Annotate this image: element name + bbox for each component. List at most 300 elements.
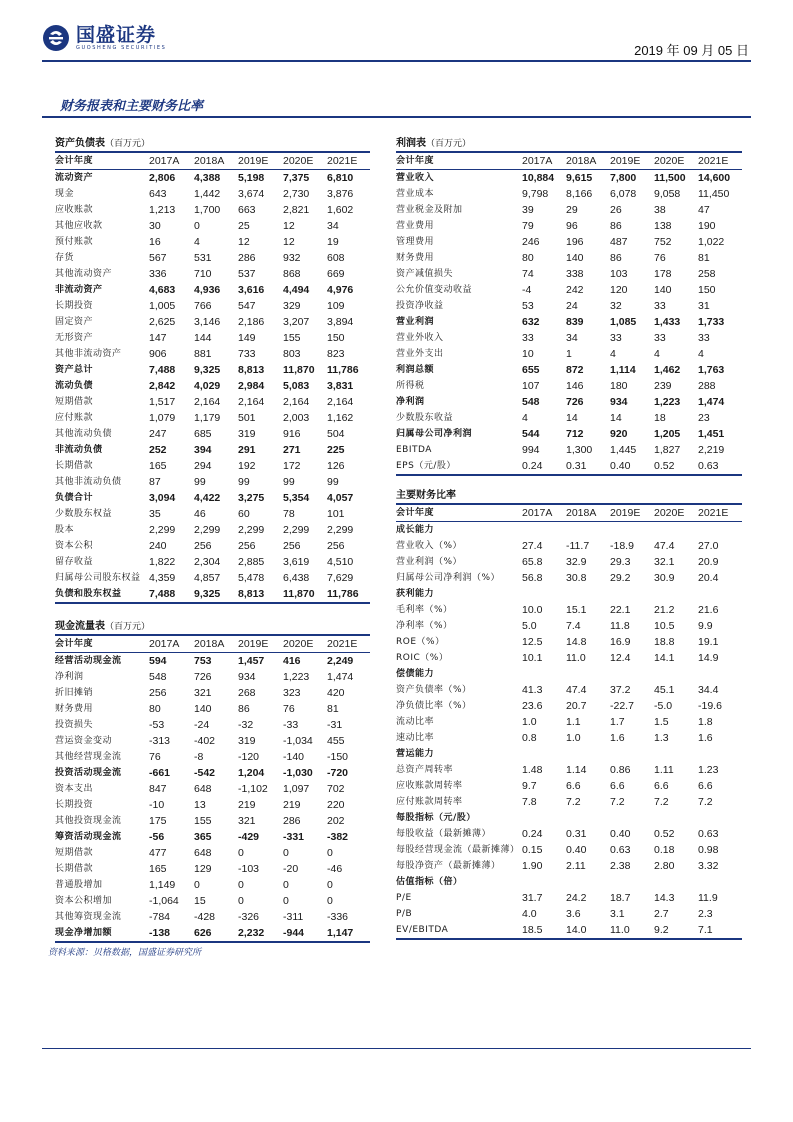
cell-value <box>566 586 610 602</box>
cell-value: 53 <box>522 300 534 312</box>
cell-value: 32.9 <box>566 556 587 568</box>
header-year: 2020E <box>283 153 327 170</box>
table-row <box>55 202 370 218</box>
header-year: 2017A <box>149 636 194 653</box>
table-row <box>55 282 370 298</box>
table-row <box>55 490 370 506</box>
table-row <box>55 701 370 717</box>
cell-value: 252 <box>149 444 167 456</box>
cell-value: 10.0 <box>522 604 543 616</box>
ratios-grid <box>396 505 742 940</box>
cell-value: 1,223 <box>654 396 681 408</box>
cell-value: 752 <box>654 236 672 248</box>
row-label: 营业外收入 <box>396 333 444 343</box>
cell-value: 0 <box>327 895 333 907</box>
cell-value: 11.9 <box>698 892 718 904</box>
table-unit: （百万元） <box>105 622 151 632</box>
cell-value: 31.7 <box>522 892 543 904</box>
cell-value: 79 <box>522 220 534 232</box>
cell-value: 712 <box>566 428 584 440</box>
cell-value: 31 <box>698 300 710 312</box>
cell-value: 1,223 <box>283 671 310 683</box>
cell-value: 6.6 <box>610 780 625 792</box>
cell-value: 4,510 <box>327 556 354 568</box>
row-label: 归属母公司净利润 <box>396 429 473 439</box>
row-label: 资产负债率（%） <box>396 685 472 695</box>
row-label: 净负债比率（%） <box>396 701 472 711</box>
header-year: 2020E <box>283 636 327 653</box>
cell-value: 29.2 <box>610 572 631 584</box>
cell-value: -103 <box>238 863 260 875</box>
cell-value: 35 <box>149 508 161 520</box>
row-label: 短期借款 <box>55 397 94 407</box>
cell-value <box>566 874 610 890</box>
cell-value: 1,162 <box>327 412 354 424</box>
cell-value: 906 <box>149 348 167 360</box>
report-date: 2019 年 09 月 05 日 <box>634 43 749 58</box>
cell-value: 1,442 <box>194 188 221 200</box>
cell-value: 10.5 <box>654 620 675 632</box>
row-label: 每股指标（元/股） <box>396 813 476 823</box>
table-row <box>396 314 742 330</box>
cell-value: 33 <box>522 332 534 344</box>
cell-value: 0.8 <box>522 732 537 744</box>
header-year: 2020E <box>654 505 698 522</box>
cell-value: 101 <box>327 508 345 520</box>
cell-value: 14 <box>610 412 622 424</box>
data-source-note: 资料来源：贝格数据，国盛证券研究所 <box>48 948 202 958</box>
cell-value: 319 <box>238 428 256 440</box>
cell-value: 2,625 <box>149 316 176 328</box>
cell-value: 420 <box>327 687 345 699</box>
table-row <box>55 845 370 861</box>
cell-value: 663 <box>238 204 256 216</box>
cell-value: 1,763 <box>698 364 725 376</box>
row-label: EV/EBITDA <box>396 922 522 939</box>
cell-value: 477 <box>149 847 167 859</box>
cell-value: 710 <box>194 268 212 280</box>
cell-value: 12 <box>283 220 295 232</box>
cell-value: 11,870 <box>283 586 327 603</box>
financial-ratios-table <box>396 489 742 940</box>
table-row <box>396 602 742 618</box>
cell-value: 3,207 <box>283 316 310 328</box>
cell-value: 2,984 <box>238 380 265 392</box>
cell-value: 150 <box>698 284 716 296</box>
row-label: 其他应收款 <box>55 221 103 231</box>
cell-value: 4 <box>194 236 200 248</box>
row-label: 长期借款 <box>55 461 94 471</box>
cell-value: 18.5 <box>522 922 566 939</box>
cell-value: 247 <box>149 428 167 440</box>
cell-value <box>522 666 566 682</box>
cell-value: 868 <box>283 268 301 280</box>
cell-value: -138 <box>149 925 194 942</box>
row-label: 普通股增加 <box>55 880 103 890</box>
cell-value: 0.40 <box>566 844 587 856</box>
cell-value: 33 <box>654 332 666 344</box>
cell-value: 5,478 <box>238 572 265 584</box>
row-label: 其他非流动资产 <box>55 349 122 359</box>
cell-value: 56.8 <box>522 572 543 584</box>
cell-value: 0.63 <box>610 844 631 856</box>
row-label: 少数股东权益 <box>55 509 113 519</box>
cell-value: 81 <box>327 703 339 715</box>
cell-value: 202 <box>327 815 345 827</box>
cell-value: 0 <box>238 879 244 891</box>
cell-value: -32 <box>238 719 254 731</box>
cell-value: 0.40 <box>610 458 654 475</box>
cell-value: -56 <box>149 831 165 843</box>
table-row <box>55 458 370 474</box>
table-row <box>55 781 370 797</box>
cell-value: 103 <box>610 268 628 280</box>
table-title-text: 资产负债表 <box>55 138 105 149</box>
cell-value <box>698 874 742 890</box>
cell-value: -19.6 <box>698 700 722 712</box>
table-row <box>396 250 742 266</box>
table-row <box>55 186 370 202</box>
cell-value: 2,806 <box>149 172 176 184</box>
cell-value: 920 <box>610 428 628 440</box>
row-label: 流动资产 <box>55 173 94 183</box>
table-row <box>396 394 742 410</box>
cell-value: 544 <box>522 428 540 440</box>
cell-value: 20.4 <box>698 572 719 584</box>
cell-value: 2,164 <box>194 396 221 408</box>
row-label: 估值指标（倍） <box>396 877 463 887</box>
cell-value: 726 <box>566 396 584 408</box>
table-title-text: 现金流量表 <box>55 621 105 632</box>
cell-value: 286 <box>283 815 301 827</box>
cell-value: 10.1 <box>522 652 543 664</box>
section-title: 财务报表和主要财务比率 <box>60 99 204 114</box>
header-year: 2019E <box>238 153 283 170</box>
table-row <box>55 394 370 410</box>
cell-value: 0 <box>327 847 333 859</box>
cell-value: 3.1 <box>610 908 625 920</box>
cell-value: 256 <box>327 540 345 552</box>
cell-value: 0 <box>194 879 200 891</box>
cell-value: 365 <box>194 831 212 843</box>
row-label: 资本支出 <box>55 784 94 794</box>
cell-value: 1,022 <box>698 236 725 248</box>
cell-value: 0.86 <box>610 764 631 776</box>
cell-value: 146 <box>566 380 584 392</box>
cell-value: 3.32 <box>698 860 719 872</box>
cell-value: 501 <box>238 412 256 424</box>
header-year: 2018A <box>566 505 610 522</box>
header-label: 会计年度 <box>55 636 149 653</box>
cell-value: 258 <box>698 268 716 280</box>
cell-value: 1.48 <box>522 764 543 776</box>
row-label: 资产减值损失 <box>396 269 454 279</box>
header-label: 会计年度 <box>55 153 149 170</box>
cell-value: 86 <box>238 703 250 715</box>
cell-value: 2,299 <box>149 524 176 536</box>
row-label: 负债合计 <box>55 493 94 503</box>
cell-value <box>610 874 654 890</box>
table-row <box>396 842 742 858</box>
cell-value: 7.2 <box>566 796 581 808</box>
table-row <box>396 570 742 586</box>
cell-value: 10 <box>522 348 534 360</box>
row-label: 少数股东收益 <box>396 413 454 423</box>
header-year: 2017A <box>522 505 566 522</box>
cell-value: 632 <box>522 316 540 328</box>
cell-value: 4,359 <box>149 572 176 584</box>
cell-value: -140 <box>283 751 305 763</box>
cell-value: 4,422 <box>194 492 221 504</box>
cell-value: -336 <box>327 911 349 923</box>
cell-value: 994 <box>522 444 540 456</box>
row-label: EBITDA <box>396 445 432 455</box>
row-label: 财务费用 <box>396 253 435 263</box>
table-row <box>55 765 370 781</box>
cell-value: 7,488 <box>149 586 194 603</box>
row-label: 投资损失 <box>55 720 94 730</box>
table-row <box>55 877 370 893</box>
table-row <box>396 458 742 475</box>
cell-value: 256 <box>283 540 301 552</box>
row-label: 经营活动现金流 <box>55 656 122 666</box>
cell-value: 99 <box>283 476 295 488</box>
cell-value: 1.14 <box>566 764 587 776</box>
cell-value: 0.31 <box>566 828 587 840</box>
cell-value: 0.24 <box>522 828 543 840</box>
cell-value: 685 <box>194 428 212 440</box>
cell-value: 5,083 <box>283 380 310 392</box>
table-row <box>396 858 742 874</box>
cell-value: 13 <box>194 799 206 811</box>
cell-value: 9.9 <box>698 620 713 632</box>
cell-value: 120 <box>610 284 628 296</box>
table-row <box>55 314 370 330</box>
row-label: 利润总额 <box>396 365 435 375</box>
cell-value: 239 <box>654 380 672 392</box>
cell-value: 0.63 <box>698 458 742 475</box>
cell-value: 1,733 <box>698 316 725 328</box>
cell-value: 12.4 <box>610 652 631 664</box>
table-title-text: 主要财务比率 <box>396 490 456 501</box>
cell-value <box>610 746 654 762</box>
table-row <box>396 746 742 762</box>
row-label: 留存收益 <box>55 557 94 567</box>
row-label: 营业利润（%） <box>396 557 463 567</box>
table-row <box>55 218 370 234</box>
cell-value: 34 <box>566 332 578 344</box>
table-row <box>55 797 370 813</box>
cell-value: 178 <box>654 268 672 280</box>
table-row <box>55 330 370 346</box>
cell-value: 14.9 <box>698 652 719 664</box>
cell-value: 7.2 <box>654 796 669 808</box>
cell-value: 165 <box>149 460 167 472</box>
cell-value <box>566 746 610 762</box>
cell-value: -784 <box>149 911 171 923</box>
cell-value: -1,064 <box>149 895 179 907</box>
cell-value: 107 <box>522 380 540 392</box>
cell-value: 0 <box>327 879 333 891</box>
cell-value: 76 <box>149 751 161 763</box>
row-label: 营运能力 <box>396 749 435 759</box>
cell-value: 2,249 <box>327 655 354 667</box>
cell-value: 12.5 <box>522 636 543 648</box>
cell-value: 144 <box>194 332 212 344</box>
cell-value: 29 <box>566 204 578 216</box>
row-label: 净利润 <box>396 397 425 407</box>
cell-value: 0.31 <box>566 458 610 475</box>
row-label: 营业税金及附加 <box>396 205 463 215</box>
cell-value: 4,683 <box>149 284 176 296</box>
cell-value: 246 <box>522 236 540 248</box>
cell-value: 76 <box>654 252 666 264</box>
row-label: 营业利润 <box>396 317 435 327</box>
cell-value: 78 <box>283 508 295 520</box>
table-row <box>396 362 742 378</box>
cell-value: -1,102 <box>238 783 268 795</box>
table-row <box>55 538 370 554</box>
cell-value: 0 <box>238 895 244 907</box>
cashflow-title <box>55 620 370 636</box>
table-header-row <box>396 505 742 522</box>
cell-value <box>610 522 654 539</box>
cell-value: 2.80 <box>654 860 675 872</box>
cell-value: 155 <box>283 332 301 344</box>
cell-value: 33 <box>610 332 622 344</box>
cell-value: 2,299 <box>327 524 354 536</box>
balance-title <box>55 137 370 153</box>
cell-value: 872 <box>566 364 584 376</box>
cell-value: 18 <box>654 412 666 424</box>
cell-value: 23 <box>698 412 710 424</box>
cell-value: 7,375 <box>283 172 310 184</box>
cell-value: 12 <box>238 236 250 248</box>
cell-value: 4,976 <box>327 284 354 296</box>
cell-value: 2,003 <box>283 412 310 424</box>
cell-value: 4,057 <box>327 492 354 504</box>
cell-value: 0.24 <box>522 458 566 475</box>
cell-value: 733 <box>238 348 256 360</box>
cell-value: -720 <box>327 767 349 779</box>
table-row <box>396 330 742 346</box>
cell-value: 336 <box>149 268 167 280</box>
logo-subtitle: GUOSHENG SECURITIES <box>76 44 167 51</box>
row-label: 流动负债 <box>55 381 94 391</box>
table-row <box>396 794 742 810</box>
row-label: 总资产周转率 <box>396 765 454 775</box>
cell-value: 24 <box>566 300 578 312</box>
balance-sheet-table <box>55 137 370 604</box>
cell-value: 1,822 <box>149 556 176 568</box>
cell-value: 129 <box>194 863 212 875</box>
row-label: 其他投资现金流 <box>55 816 122 826</box>
cell-value <box>698 746 742 762</box>
row-label: 现金 <box>55 189 75 199</box>
table-row <box>55 925 370 942</box>
cell-value: 6.6 <box>566 780 581 792</box>
cell-value: 1,474 <box>327 671 354 683</box>
logo-icon <box>42 24 70 52</box>
cell-value: 1,433 <box>654 316 681 328</box>
row-label: 营业收入 <box>396 173 435 183</box>
cell-value: 2,299 <box>238 524 265 536</box>
table-row <box>396 346 742 362</box>
cell-value: 34 <box>327 220 339 232</box>
table-row <box>55 266 370 282</box>
cell-value: 2,186 <box>238 316 265 328</box>
cell-value: 33 <box>698 332 710 344</box>
cell-value: 655 <box>522 364 540 376</box>
row-label: 速动比率 <box>396 733 435 743</box>
table-row <box>55 717 370 733</box>
cell-value: 3,619 <box>283 556 310 568</box>
cell-value: 0 <box>194 220 200 232</box>
cell-value: 27.4 <box>522 540 543 552</box>
cell-value: 8,813 <box>238 364 265 376</box>
cell-value: 18.7 <box>610 892 631 904</box>
cell-value: -20 <box>283 863 299 875</box>
row-label: 营业收入（%） <box>396 541 463 551</box>
table-row <box>396 826 742 842</box>
cell-value: 34.4 <box>698 684 719 696</box>
cell-value: 329 <box>283 300 301 312</box>
cell-value: -11.7 <box>566 540 590 552</box>
cell-value: 3,674 <box>238 188 265 200</box>
row-label: 投资活动现金流 <box>55 768 122 778</box>
cell-value: 1,462 <box>654 364 681 376</box>
cell-value: 1.1 <box>566 716 581 728</box>
table-row <box>55 570 370 586</box>
cell-value: -5.0 <box>654 700 673 712</box>
row-label: 财务费用 <box>55 704 94 714</box>
table-row <box>396 522 742 539</box>
table-row <box>55 474 370 490</box>
cell-value: 1,204 <box>238 767 265 779</box>
row-label: 归属母公司股东权益 <box>55 573 141 583</box>
row-label: 长期投资 <box>55 301 94 311</box>
table-row <box>396 922 742 939</box>
cell-value: 1,602 <box>327 204 354 216</box>
cell-value: 726 <box>194 671 212 683</box>
table-row <box>396 378 742 394</box>
cell-value: 80 <box>149 703 161 715</box>
cell-value: 1.7 <box>610 716 625 728</box>
cell-value: 6,078 <box>610 188 637 200</box>
row-label: 非流动资产 <box>55 285 103 295</box>
cell-value: 0.40 <box>610 828 631 840</box>
cell-value: 11,786 <box>327 364 359 376</box>
table-row <box>396 730 742 746</box>
cell-value: 1,445 <box>610 444 637 456</box>
cell-value <box>654 810 698 826</box>
cell-value: 1.0 <box>522 716 537 728</box>
cell-value <box>654 522 698 539</box>
cell-value: 242 <box>566 284 584 296</box>
cell-value: 4,029 <box>194 380 221 392</box>
cell-value: 45.1 <box>654 684 675 696</box>
table-row <box>396 762 742 778</box>
row-label: 每股净资产（最新摊薄） <box>396 861 501 871</box>
table-header-row <box>55 153 370 170</box>
cell-value: -944 <box>283 925 327 942</box>
header-year: 2021E <box>698 153 742 170</box>
cell-value: 1,827 <box>654 444 681 456</box>
cell-value <box>698 666 742 682</box>
cell-value: 150 <box>327 332 345 344</box>
cell-value: 1.5 <box>654 716 669 728</box>
header-year: 2017A <box>522 153 566 170</box>
